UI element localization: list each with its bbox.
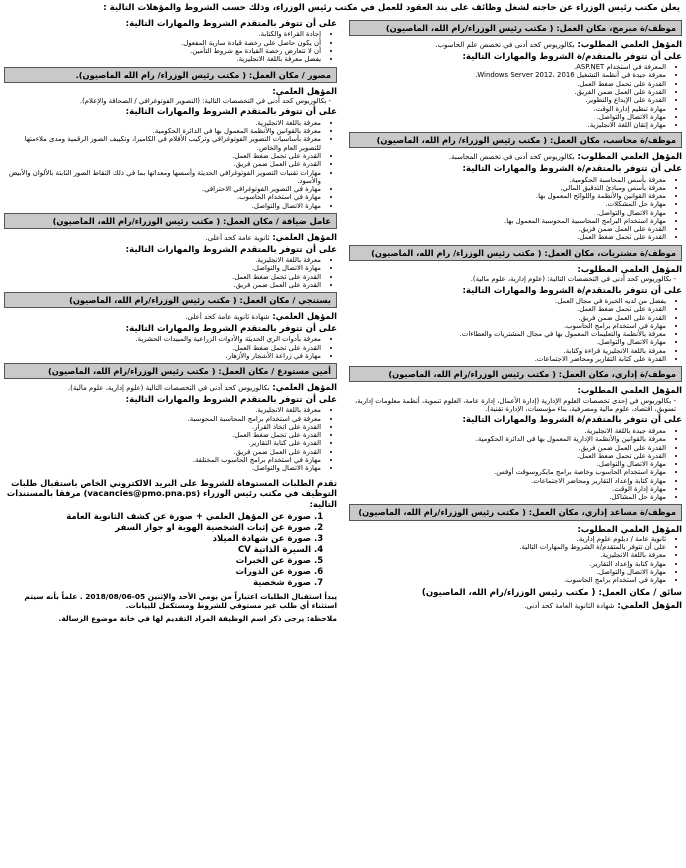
skill-item: • القدرة على العمل ضمن فريق. [4,281,321,289]
skill-item: • على أن تتوفر بالمتقدم/ة الشروط والمهارات التالية. [349,543,666,551]
skills-list [4,406,337,472]
qualification-value: بكالوريوس كحد أدنى في التخصصات التالية (علوم إدارية، علوم مالية). [67,384,270,393]
qualification-label: المؤهل العلمي المطلوب: [577,523,682,534]
qualification-value: بكالوريوس كحد أدنى في تخصص علم الحاسوب. [435,41,575,50]
skill-item: • القدرة على تحمل ضغط العمل. [4,344,321,352]
required-document-item: 3. صورة عن شهادة الميلاد [4,534,311,545]
skills-heading: على أن تتوفر بالمتقدم الشروط والمهارات التالية: [125,244,337,255]
job-section [349,20,682,129]
left-column [4,17,337,866]
qualification-label: المؤهل العلمي المطلوب: [577,151,682,162]
job-section [349,132,682,241]
skill-item: • القدرة على العمل ضمن فريق. [349,444,666,452]
job-section [4,292,337,360]
skill-item: • ثانوية عامة / دبلوم علوم إدارية. [349,535,666,543]
skill-item: • يفضل من لديه الخبرة في مجال العمل. [349,297,666,305]
skill-item: • مهارة الاتصال والتواصل. [349,338,666,346]
skill-item: • مهارة الاتصال والتواصل. [349,460,666,468]
required-document-item: 5. صورة عن الخبرات [4,556,311,567]
skills-heading: على أن تتوفر بالمتقدم الشروط والمهارات التالية: [125,107,337,118]
skill-item: • مهارة الاتصال والتواصل. [4,264,321,272]
skills-list [349,535,682,585]
qualification-line [349,264,682,274]
application-instructions: تقدم الطلبات المستوفاة للشروط على البريد الالكتروني الخاص باستقبال طلبات التوظيف في مكتب رئيس الوزراء (vacancies@pmo.pna.ps) مرفقا بالمستندات التالية: [6,477,337,509]
qualification-line [4,382,337,393]
skills-list [4,30,337,63]
skill-item: • معرفة باللغة الانجليزية. [4,256,321,264]
skill-item: • إجادة القراءة والكتابة. [4,30,321,38]
skills-heading: على أن تتوفر بالمتقدم الشروط والمهارات التالية: [125,19,337,29]
qualification-value: شهادة الثانوية العامة كحد أدنى. [524,602,615,611]
intro-text: يعلن مكتب رئيس الوزراء عن حاجته لشغل وظائف على بند العقود للعمل في مكتب رئيس الوزراء، وذلك حسب الشروط والمؤهلات التالية : [103,3,680,13]
application-note: ملاحظة: يرجى ذكر اسم الوظيفة المراد التقديم لها في خانة موضوع الرسالة. [58,613,337,623]
skill-item: • القدرة على الإبداع والتطوير. [349,96,666,104]
job-title-banner: أمين مستودع / مكان العمل: ( مكتب رئيس الوزراء/رام الله، الماصيون) [4,363,337,379]
qualification-line [4,311,337,322]
skill-item: • مهارة حل المشكلات. [349,200,666,208]
qualification-label: المؤهل العلمي: [617,600,682,611]
skills-list [4,335,337,360]
qualification-value: بكالوريوس كحد أدنى في تخصص المحاسبة. [448,153,575,162]
qualification-label: المؤهل العلمي: [272,382,337,393]
skills-list [349,63,682,129]
skill-item: • معرفة القوانين والأنظمة واللوائح المعمول بها. [349,192,666,200]
skill-item: • مهارة إتقان اللغة الانجليزية. [349,121,666,129]
skill-item: • القدرة على تحمل ضغط العمل. [4,273,321,281]
job-title-banner: سائق / مكان العمل: ( مكتب رئيس الوزراء/رام الله، الماصيون) [421,587,682,598]
skill-item: • مهارة استخدام الحاسوب وخاصة برامج مايكروسوفت أوفس. [349,468,666,476]
qualification-label: المؤهل العلمي: [272,232,337,243]
skill-item: • معرفة بأسس ومبادئ التدقيق المالي. [349,184,666,192]
skill-item: • القدرة على العمل ضمن فريق. [4,160,321,168]
job-section [4,213,337,289]
qualification-line [349,151,682,162]
skill-item: • القدرة على العمل ضمن فريق. [349,314,666,322]
skills-list [4,119,337,210]
skills-heading: على أن تتوفر بالمتقدم/ة الشروط والمهارات التالية: [462,51,682,62]
skill-item: • معرفة بأدوات الري الحديثة والأدوات الزراعية والمبيدات الحشرية. [4,335,321,343]
skill-item: • معرفة بالقوانين والأنظمة الإدارية المعمول بها في الدائرة الحكومية. [349,435,666,443]
skills-heading: على أن تتوفر بالمتقدم/ة الشروط والمهارات التالية: [462,164,682,175]
qualification-line [4,86,337,96]
skill-item: • مهارة كتابة وإعداد التقارير ومحاضر الاجتماعات. [349,477,666,485]
qualification-line [349,600,682,611]
qualification-value: ثانوية عامة كحد أعلى. [205,234,270,243]
job-section [349,245,682,364]
skill-item: • مهارة في زراعة الأشجار والأزهار. [4,352,321,360]
skill-item: • القدرة على تحمل ضغط العمل. [349,233,666,241]
job-section [4,363,337,472]
skills-heading: على أن تتوفر بالمتقدم الشروط والمهارات التالية: [125,394,337,405]
qualification-label: المؤهل العلمي: [272,311,337,322]
skills-list [349,427,682,502]
job-title-banner: موظف/ة مبرمج، مكان العمل: ( مكتب رئيس الوزراء/رام الله، الماصيون) [349,20,682,36]
skills-list [349,297,682,363]
skill-item: • مهارة الاتصال والتواصل. [349,209,666,217]
skills-heading: على أن تتوفر بالمتقدم/ة الشروط والمهارات التالية: [462,285,682,296]
skill-item: • القدرة على اتخاذ القرار. [4,423,321,431]
required-document-item: 2. صورة عن إثبات الشخصية الهوية او جواز السفر [4,523,311,534]
skills-list [4,256,337,289]
job-section [349,504,682,584]
job-title-banner: عامل ضيافة / مكان العمل: ( مكتب رئيس الوزراء/رام الله، الماصيون) [4,213,337,229]
skill-item: • معرفة في استخدام برامج المحاسبة المحوسبة. [4,415,321,423]
qualification-line [349,524,682,534]
job-title-banner: موظف/ة محاسب، مكان العمل: ( مكتب رئيس الوزراء/ رام الله، الماصيون) [349,132,682,148]
skill-item: • القدرة على كتابة التقارير. [4,439,321,447]
required-document-item: 6. صورة عن الدورات [4,567,311,578]
qualification-label: المؤهل العلمي: [272,85,337,96]
qualification-label: المؤهل العلمي المطلوب: [577,39,682,50]
job-title-banner: موظف/ة مشتريات، مكان العمل: ( مكتب رئيس الوزراء/ رام الله، الماصيون) [349,245,682,261]
skill-item: • مهارة حل المشاكل. [349,493,666,501]
job-section [4,67,337,210]
skill-item: • القدرة على تحمل ضغط العمل. [4,152,321,160]
skill-item: • مهارة الاتصال والتواصل. [4,464,321,472]
skill-item: • معرفة بالأنظمة والتعليمات المعمول بها في مجال المشتريات والعطاءات. [349,330,666,338]
skill-item: • مهارة تنظيم إدارة الوقت. [349,105,666,113]
qualification-line [349,39,682,50]
qualification-requirement: - بكالوريوس كحد أدنى في التخصصات التالية: (التصوير الفوتوغرافي / الصحافة والإعلام). [79,96,331,105]
skill-item: • معرفة جيدة في أنظمة التشغيل Windows Server 2012، 2016. [349,71,666,79]
skill-item: • القدرة على تحمل ضغط العمل. [4,431,321,439]
qualification-label: المؤهل العلمي المطلوب: [577,263,682,274]
skill-item: • مهارة في التصوير الفوتوغرافي الاحترافي. [4,185,321,193]
skill-item: • يفضل معرفة باللغة الانجليزية. [4,55,321,63]
application-deadline: يبدأ استقبال الطلبات اعتباراً من يومي الأحد والإثنين 05-2018/08/06 . علماً بأنه سيتم استثناء أي طلب غير مستوفي للشروط ومستكمل للبيانات. [24,591,337,611]
skill-item: • معرفة جيدة باللغة الانجليزية. [349,427,666,435]
qualification-value: شهادة ثانوية عامة كحد أعلى. [185,313,270,322]
skill-item: • القدرة على العمل ضمن فريق. [4,448,321,456]
skills-list [349,176,682,242]
skill-item: • القدرة على تحمل ضغط العمل. [349,305,666,313]
qualification-line [4,232,337,243]
qualification-requirement: - بكالوريوس كحد أدنى في التخصصات التالية: (علوم إدارية، علوم مالية). [470,275,676,284]
skill-item: • القدرة على كتابة التقارير ومحاضر الاجتماعات. [349,355,666,363]
skills-heading: على أن تتوفر بالمتقدم/ة الشروط والمهارات التالية: [462,415,682,426]
skill-item: • أن لا تتعارض رخصة القيادة مع شروط التأمين. [4,47,321,55]
skill-item: • معرفة بأساسيات التصوير الفوتوغرافي وتركيب الأفلام في الكاميرا، وتكييف الصور الرقمية ومدى ملاءمتها للتصوير العام والخاص. [4,135,321,152]
skill-item: • مهارات تقنيات التصوير الفوتوغرافي الحديثة وأسسها ومعداتها بما في ذلك التقاط الصور الثابتة بالألوان والأبيض والأسود. [4,169,321,186]
skill-item: • مهارة كتابة وإعداد التقارير. [349,560,666,568]
skill-item: • أن يكون حاصل على رخصة قيادة سارية المفعول. [4,39,321,47]
skill-item: • معرفة بالقوانين والأنظمة المعمول بها في الدائرة الحكومية. [4,127,321,135]
skill-item: • مهارة في استخدام برامج الحاسوب. [349,322,666,330]
skill-item: • مهارة الاتصال والتواصل. [349,113,666,121]
required-document-item: 7. صورة شخصية [4,578,311,589]
required-document-item: 4. السيرة الذاتية CV [4,545,311,556]
right-column [349,17,682,866]
job-title-banner: مصور / مكان العمل: ( مكتب رئيس الوزراء/ رام الله الماصيون). [4,67,337,83]
qualification-requirement: - بكالوريوس في إحدى تخصصات العلوم الإدارية (إدارة الأعمال، إدارة عامة، العلوم تنموية، أنظمة معلومات إدارية، تسويق، اقتصاد، علوم مالية ومصرفية، بناء مؤسسات، الإدارة تقنية). [354,396,676,414]
job-title-banner: موظف/ة مساعد إداري، مكان العمل: ( مكتب رئيس الوزراء/رام الله، الماصيون) [349,504,682,520]
skill-item: • القدرة على العمل ضمن الفريق. [349,88,666,96]
skill-item: • مهارة في استخدام برامج الحاسوب. [349,576,666,584]
skill-item: • القدرة على تحمل ضغط العمل. [349,452,666,460]
job-section [349,366,682,501]
required-documents-list [4,512,337,588]
skill-item: • معرفة باللغة الانجليزية قراءة وكتابة. [349,347,666,355]
qualification-label: المؤهل العلمي المطلوب: [577,385,682,396]
skill-item: • مهارة الاتصال والتواصل. [4,202,321,210]
skill-item: • معرفة باللغة الانجليزية. [4,406,321,414]
skill-item: • مهارة في استخدام برامج الحاسوب المختلفة. [4,456,321,464]
job-section [4,19,337,64]
skill-item: • مهارة استخدام البرامج المحاسبية المحوسبة المعمول بها. [349,217,666,225]
skill-item: • المعرفة في استخدام ASP.NET. [349,63,666,71]
job-section [349,588,682,611]
required-document-item: 1. صورة عن المؤهل العلمي + صورة عن كشف الثانوية العامة [4,512,311,523]
skill-item: • مهارة في استخدام الحاسوب. [4,193,321,201]
skill-item: • مهارة الاتصال والتواصل. [349,568,666,576]
skill-item: • معرفة باللغة الانجليزية. [349,551,666,559]
skill-item: • مهارة إدارة الوقت. [349,485,666,493]
skill-item: • معرفة باللغة الانجليزية. [4,119,321,127]
job-title-banner: موظف/ة إداري، مكان العمل: ( مكتب رئيس الوزراء/رام الله، الماصيون) [349,366,682,382]
skill-item: • القدرة على العمل ضمن فريق. [349,225,666,233]
skill-item: • معرفة بأسس المحاسبة الحكومية. [349,176,666,184]
skill-item: • القدرة على تحمل ضغط العمل. [349,80,666,88]
skills-heading: على أن تتوفر بالمتقدم الشروط والمهارات التالية: [125,323,337,334]
qualification-line [349,385,682,395]
job-title-banner: بستنجي / مكان العمل: ( مكتب رئيس الوزراء/رام الله، الماصيون) [4,292,337,308]
